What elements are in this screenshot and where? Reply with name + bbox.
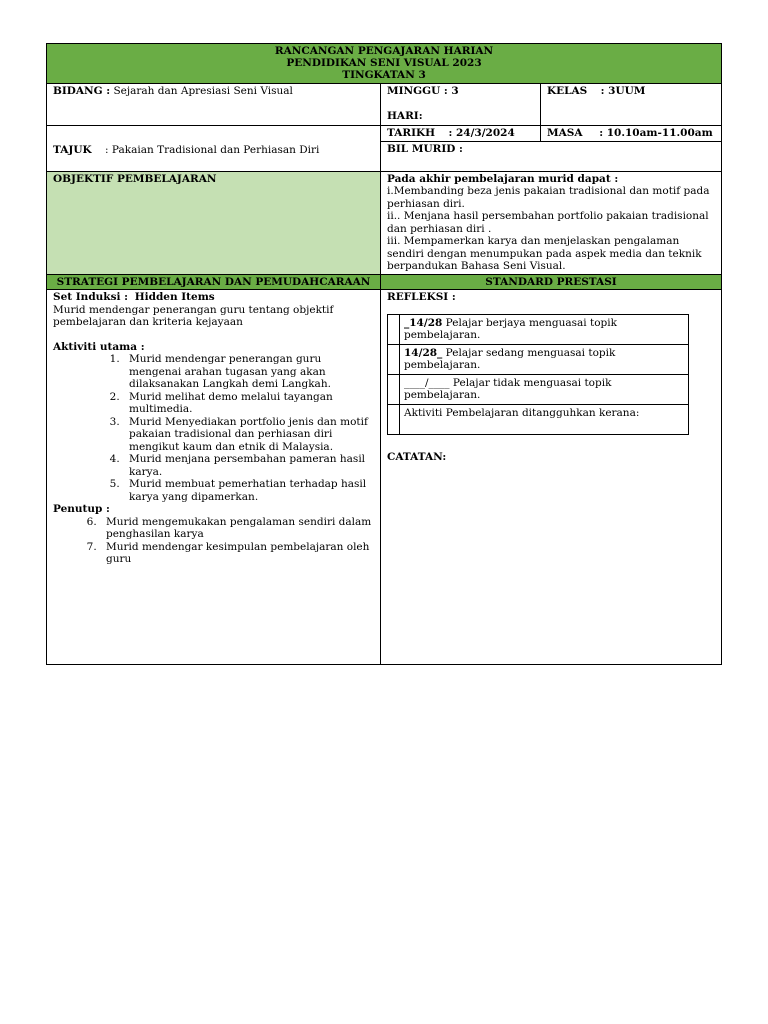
masa-label: MASA — [547, 127, 583, 139]
strategi-header: STRATEGI PEMBELAJARAN DAN PEMUDAHCARAAN — [47, 274, 381, 290]
standard-header: STANDARD PRESTASI — [381, 274, 722, 290]
strategi-content-cell — [47, 290, 381, 665]
tarikh-value: : 24/3/2024 — [448, 127, 515, 139]
tajuk-value: : Pakaian Tradisional dan Perhiasan Diri — [105, 143, 320, 156]
list-item: 7. Murid mendengar kesimpulan pembelajaran oleh guru — [100, 541, 374, 566]
minggu-hari-cell — [381, 84, 541, 126]
refleksi-label: REFLEKSI : — [387, 291, 456, 303]
set-induksi-text: Murid mendengar penerangan guru tentang objektif pembelajaran dan kriteria kejayaan — [53, 303, 334, 328]
masa-cell — [541, 126, 722, 142]
objektif-content-cell — [381, 171, 722, 274]
table-row — [388, 404, 689, 434]
refleksi-count: ____/____ — [404, 376, 450, 389]
refleksi-text: Pelajar sedang menguasai topik pembelajaran. — [404, 346, 616, 371]
set-induksi-label: Set Induksi : — [53, 291, 128, 303]
list-item: 3. Murid Menyediakan portfolio jenis dan motif pakaian tradisional dan perhiasan diri mengikut kaum dan etnik di Malaysia. — [123, 416, 374, 454]
hari-text: HARI: — [387, 109, 423, 122]
plan-title-line3: TINGKATAN 3 — [342, 69, 426, 81]
lesson-plan-page — [46, 43, 721, 664]
aktiviti-label: Aktiviti utama : — [53, 340, 145, 353]
kelas-value: : 3UUM — [600, 85, 646, 97]
table-row — [388, 374, 689, 404]
refleksi-count: 14/28_ — [404, 346, 443, 359]
objektif-heading: Pada akhir pembelajaran murid dapat : — [387, 172, 619, 185]
plan-title-line2: PENDIDIKAN SENI VISUAL 2023 — [286, 57, 482, 69]
minggu-text: MINGGU : 3 — [387, 85, 459, 97]
penutup-list — [53, 516, 374, 566]
objektif-label: OBJEKTIF PEMBELAJARAN — [53, 172, 217, 185]
plan-title-line1: RANCANGAN PENGAJARAN HARIAN — [274, 45, 494, 57]
penutup-label: Penutup : — [53, 503, 110, 515]
list-item: 1. Murid mendengar penerangan guru mengenai arahan tugasan yang akan dilaksanakan Langkah demi Langkah. — [123, 353, 374, 391]
list-item: 6. Murid mengemukakan pengalaman sendiri dalam penghasilan karya — [100, 516, 374, 541]
objektif-label-cell — [47, 171, 381, 274]
list-item: 2. Murid melihat demo melalui tayangan multimedia. — [123, 391, 374, 416]
kelas-label: KELAS — [547, 85, 588, 97]
aktiviti-list — [53, 353, 374, 503]
catatan-label: CATATAN: — [387, 450, 447, 463]
bidang-cell — [47, 84, 381, 126]
standard-content-cell — [381, 290, 722, 665]
tarikh-cell — [381, 126, 541, 142]
bidang-value: Sejarah dan Apresiasi Seni Visual — [110, 85, 293, 97]
list-item: 4. Murid menjana persembahan pameran hasil karya. — [123, 453, 374, 478]
bidang-label: BIDANG : — [53, 85, 111, 97]
masa-value: : 10.10am-11.00am — [599, 127, 713, 139]
objektif-item: i.Membanding beza jenis pakaian tradisional dan motif pada perhiasan diri. — [387, 185, 710, 210]
bil-murid-label: BIL MURID : — [387, 142, 463, 155]
objektif-item: iii. Mempamerkan karya dan menjelaskan pengalaman sendiri dengan menumpukan pada aspek media dan teknik berpandukan Bahasa Seni Visual. — [387, 235, 702, 272]
table-row — [388, 344, 689, 374]
list-item: 5. Murid membuat pemerhatian terhadap hasil karya yang dipamerkan. — [123, 478, 374, 503]
refleksi-text: Pelajar berjaya menguasai topik pembelajaran. — [404, 316, 617, 341]
refleksi-count: _14/28 — [404, 316, 443, 329]
objektif-item: ii.. Menjana hasil persembahan portfolio pakaian tradisional dan perhiasan diri . — [387, 210, 709, 235]
bil-murid-cell — [381, 141, 722, 171]
refleksi-table — [387, 314, 689, 435]
lesson-plan-table — [46, 43, 722, 665]
table-row — [388, 314, 689, 344]
kelas-cell — [541, 84, 722, 126]
tarikh-label: TARIKH — [387, 127, 436, 139]
set-induksi-value: Hidden Items — [134, 291, 215, 303]
refleksi-text: Pelajar tidak menguasai topik pembelajaran. — [404, 376, 612, 401]
tajuk-label: TAJUK — [53, 143, 92, 156]
plan-title-cell — [47, 44, 722, 84]
refleksi-text: Aktiviti Pembelajaran ditangguhkan kerana: — [404, 406, 640, 419]
tajuk-cell — [47, 126, 381, 172]
